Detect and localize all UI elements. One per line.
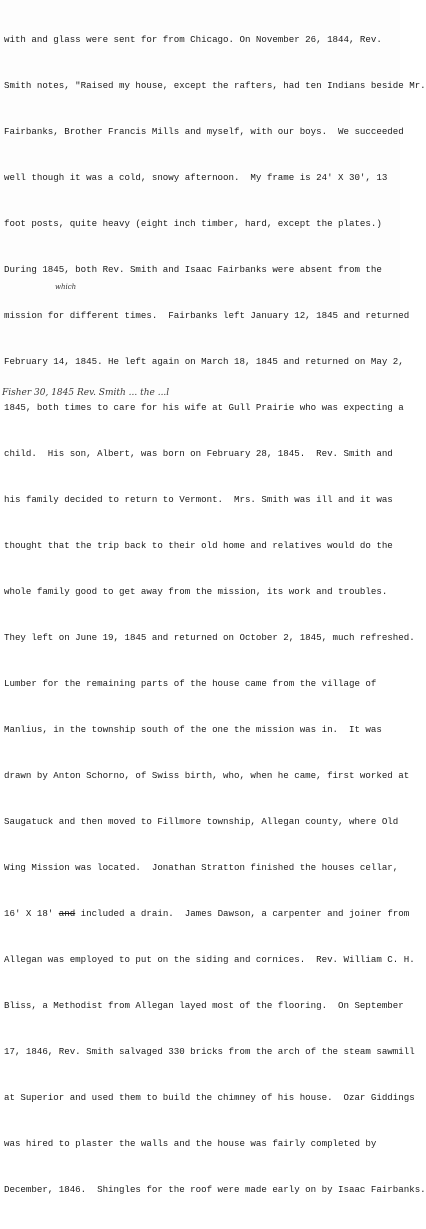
text-line-21: Allegan was employed to put on the siding and cornices. Rev. William C. H.: [4, 954, 415, 966]
text-line-3: Fairbanks, Brother Francis Mills and myself, with our boys. We succeeded: [4, 125, 404, 137]
handwritten-insertion: which: [55, 283, 77, 291]
text-line-16: Manlius, in the township south of the one the mission was in. It was: [4, 724, 382, 736]
handwritten-note: Fisher 30, 1845 Rev. Smith ... the ...l: [2, 388, 170, 398]
text-line-19: Wing Mission was located. Jonathan Stratton finished the houses cellar,: [4, 862, 399, 874]
text-line-25: was hired to plaster the walls and the house was fairly completed by: [4, 1138, 377, 1150]
text-line-9: 1845, both times to care for his wife at Gull Prairie who was expecting a: [4, 401, 404, 413]
text-line-8: February 14, 1845. He left again on March 18, 1845 and returned on May 2,: [4, 355, 404, 367]
text-line-2: Smith notes, "Raised my house, except the rafters, had ten Indians beside Mr.: [4, 79, 426, 91]
text-line-23: 17, 1846, Rev. Smith salvaged 330 bricks from the arch of the steam sawmill: [4, 1046, 415, 1058]
text-line-1: with and glass were sent for from Chicago. On November 26, 1844, Rev.: [4, 33, 382, 45]
text-line-17: drawn by Anton Schorno, of Swiss birth, who, when he came, first worked at: [4, 770, 410, 782]
text-line-24: at Superior and used them to build the chimney of his house. Ozar Giddings: [4, 1092, 415, 1104]
text-line-12: thought that the trip back to their old home and relatives would do the: [4, 540, 393, 552]
text-line-5: foot posts, quite heavy (eight inch timber, hard, except the plates.): [4, 217, 382, 229]
text-line-20: [4, 906, 410, 921]
text-line-7: mission for different times. Fairbanks left January 12, 1845 and returned: [4, 309, 410, 321]
text-line-6: During 1845, both Rev. Smith and Isaac Fairbanks were absent from the: [4, 263, 382, 275]
text-line-18: Saugatuck and then moved to Fillmore township, Allegan county, where Old: [4, 816, 399, 828]
text-line-20-start: 16' X 18': [4, 908, 59, 920]
text-line-4: well though it was a cold, snowy afternoon. My frame is 24' X 30', 13: [4, 171, 388, 183]
text-line-15: Lumber for the remaining parts of the house came from the village of: [4, 678, 377, 690]
text-line-13: whole family good to get away from the mission, its work and troubles.: [4, 586, 388, 598]
text-line-10: child. His son, Albert, was born on February 28, 1845. Rev. Smith and: [4, 447, 393, 459]
document-body: [4, 1, 426, 1229]
text-line-26: December, 1846. Shingles for the roof were made early on by Isaac Fairbanks.: [4, 1184, 426, 1196]
text-line-14: They left on June 19, 1845 and returned on October 2, 1845, much refreshed.: [4, 632, 415, 644]
text-line-20-rest: included a drain. James Dawson, a carpenter and joiner from: [75, 908, 410, 920]
text-line-11: his family decided to return to Vermont. Mrs. Smith was ill and it was: [4, 494, 393, 505]
struck-word: and: [58, 908, 76, 920]
text-line-22: Bliss, a Methodist from Allegan layed most of the flooring. On September: [4, 1000, 404, 1012]
